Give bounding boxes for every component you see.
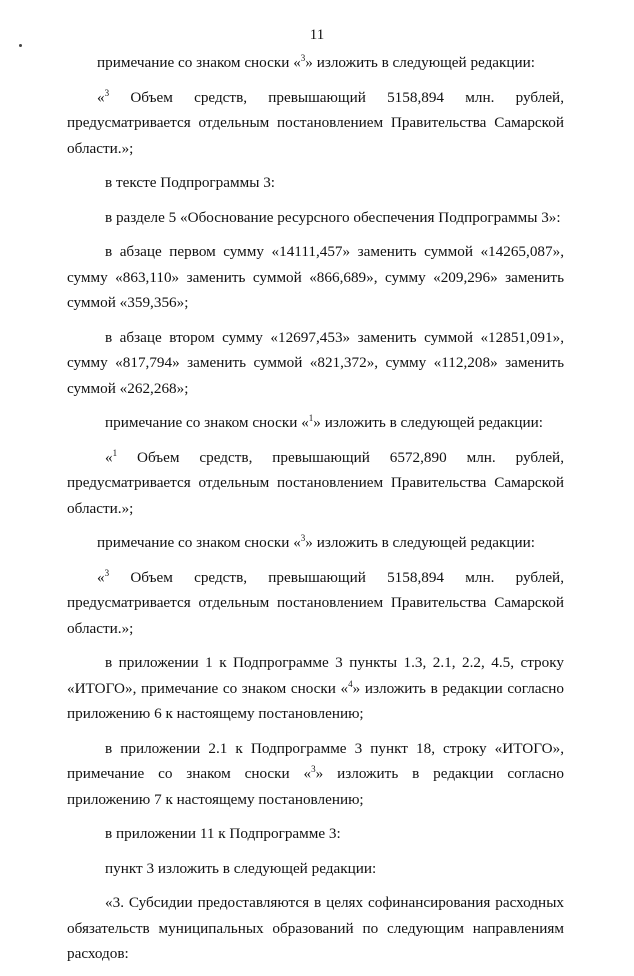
paragraph: в разделе 5 «Обоснование ресурсного обеспечения Подпрограммы 3»:: [105, 208, 561, 226]
paragraph: в приложении 2.1 к Подпрограмме 3 пункт 18, строку «ИТОГО», примечание со знаком сноски «$^3$» изложить в редакции согласно приложению 7 к настоящему постановлению;: [67, 739, 565, 808]
page-number: 11: [309, 27, 325, 43]
paragraph: в абзаце втором сумму «12697,453» заменить суммой «12851,091», сумму «817,794» заменить суммой «821,372», сумму «112,208» заменить суммой «262,268»;: [67, 328, 564, 397]
paragraph: «$^3$ Объем средств, превышающий 5158,894 млн. рублей, предусматривается отдельным постановлением Правительства Самарской области.»;: [67, 87, 564, 157]
paragraph: в абзаце первом сумму «14111,457» заменить суммой «14265,087», сумму «863,110» заменить суммой «866,689», сумму «209,296» заменить суммой «359,356»;: [67, 243, 564, 311]
paragraph: примечание со знаком сноски «$^3$» изложить в следующей редакции:: [97, 533, 536, 551]
paragraph: пункт 3 изложить в следующей редакции:: [105, 859, 377, 877]
scan-dot: [19, 44, 22, 47]
paragraph: «$^3$ Объем средств, превышающий 5158,894 млн. рублей, предусматривается отдельным постановлением Правительства Самарской области.»;: [67, 567, 564, 637]
paragraph: в тексте Подпрограммы 3:: [105, 174, 276, 191]
paragraph: примечание со знаком сноски «$^3$» изложить в следующей редакции:: [97, 53, 536, 71]
document-body: [67, 50, 564, 976]
paragraph: примечание со знаком сноски «$^1$» изложить в следующей редакции:: [105, 413, 544, 431]
paragraph: «3. Субсидии предоставляются в целях софинансирования расходных обязательств муниципальных образований по следующим направлениям расходов:: [67, 894, 564, 962]
paragraph: «$^1$ Объем средств, превышающий 6572,890 млн. рублей, предусматривается отдельным постановлением Правительства Самарской области.»;: [67, 447, 564, 517]
paragraph: в приложении 1 к Подпрограмме 3 пункты 1.3, 2.1, 2.2, 4.5, строку «ИТОГО», примечание со знаком сноски «$^4$» изложить в редакции согласно приложению 6 к настоящему постановлению;: [67, 654, 564, 722]
paragraph: в приложении 11 к Подпрограмме 3:: [105, 825, 341, 842]
